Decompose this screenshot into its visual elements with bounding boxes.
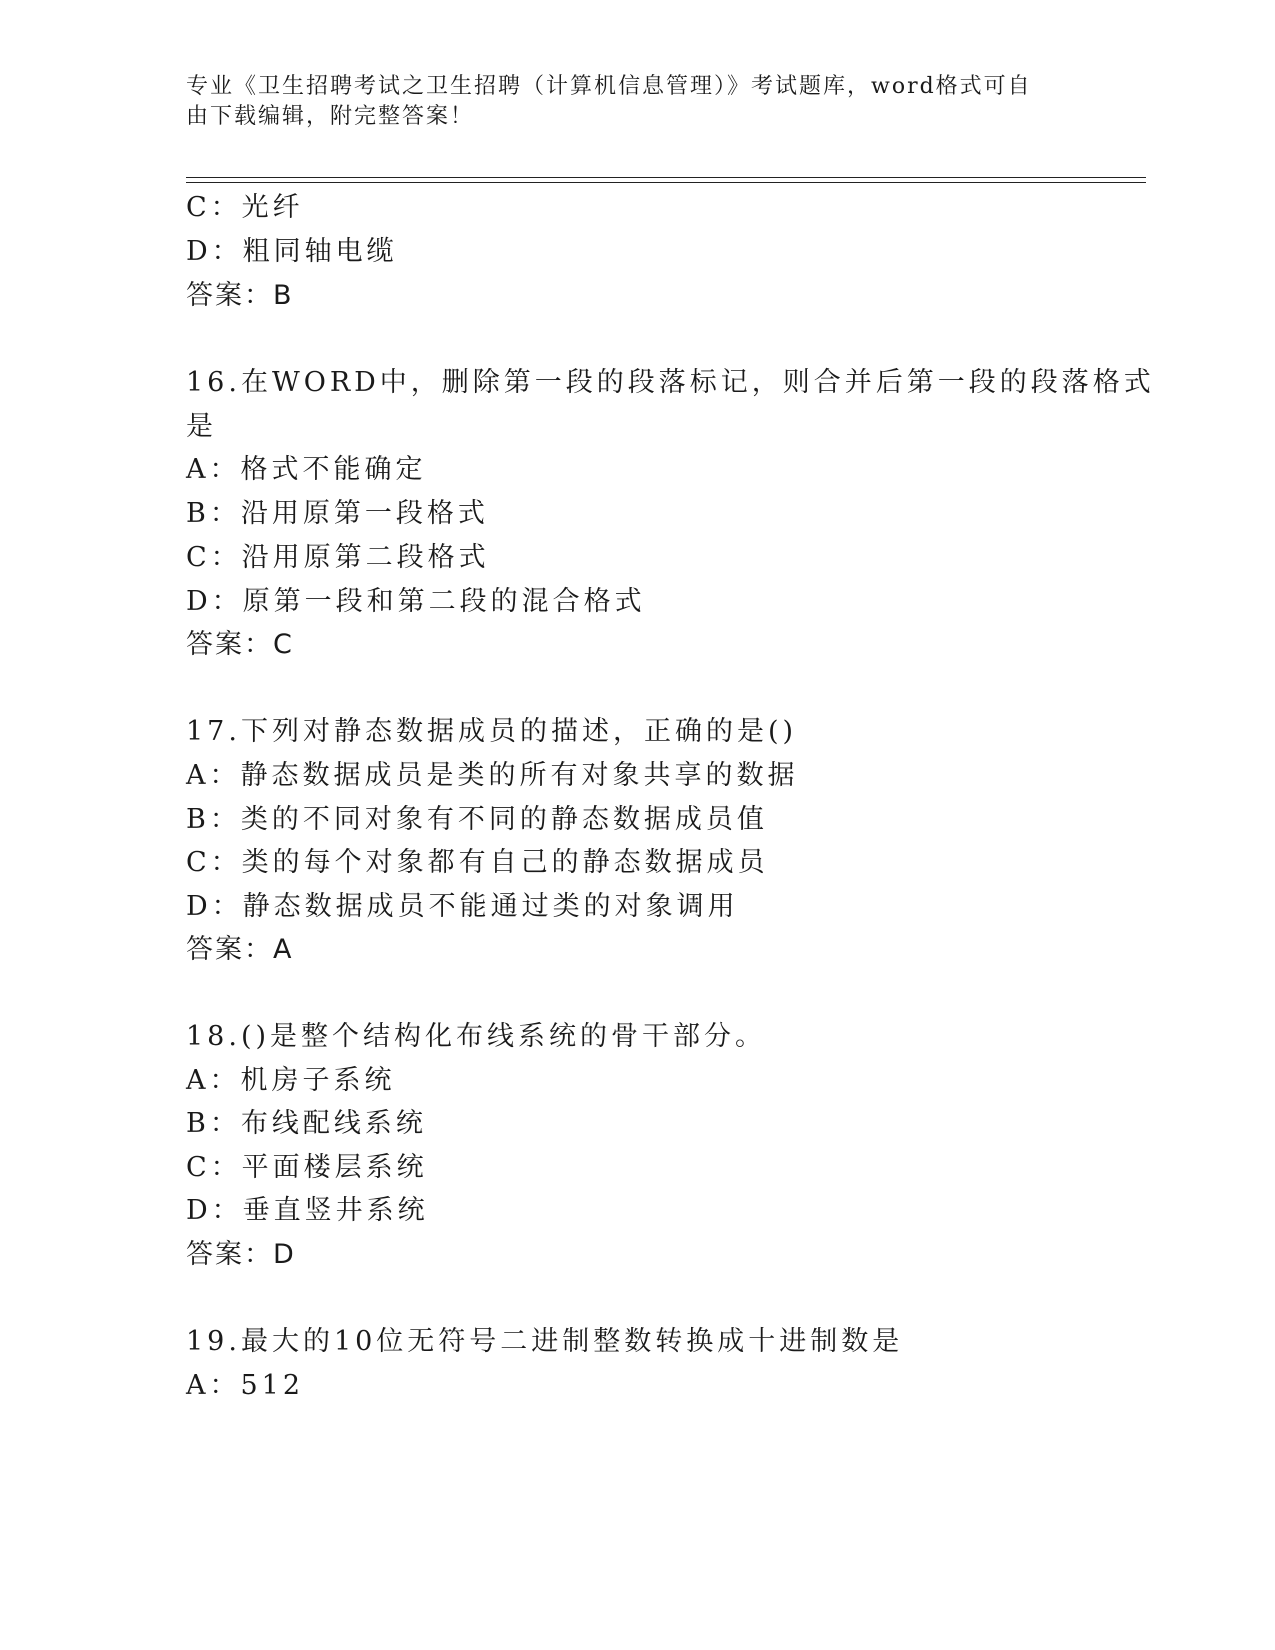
question-18-option-b: B：布线配线系统 <box>186 1108 427 1139</box>
question-16-answer: 答案：C <box>186 629 294 660</box>
question-19-option-a: A：512 <box>186 1370 305 1401</box>
question-16-option-b: B：沿用原第一段格式 <box>186 498 489 529</box>
question-18-answer: 答案：D <box>186 1239 296 1270</box>
question-17-option-b: B：类的不同对象有不同的静态数据成员值 <box>186 804 768 835</box>
document-header <box>186 72 1066 132</box>
question-17-option-d: D：静态数据成员不能通过类的对象调用 <box>186 891 739 922</box>
question-18-option-c: C：平面楼层系统 <box>186 1152 428 1183</box>
question-17-option-c: C：类的每个对象都有自己的静态数据成员 <box>186 847 769 878</box>
header-divider-top <box>186 177 1146 178</box>
question-16-option-d: D：原第一段和第二段的混合格式 <box>186 586 646 617</box>
question-19: 19.最大的10位无符号二进制整数转换成十进制数是 <box>186 1326 904 1357</box>
question-17: 17.下列对静态数据成员的描述，正确的是() <box>186 716 798 747</box>
question-18-option-a: A：机房子系统 <box>186 1065 396 1096</box>
question-17-answer: 答案：A <box>186 934 294 965</box>
question-18: 18.()是整个结构化布线系统的骨干部分。 <box>186 1021 767 1052</box>
header-line-1: 专业《卫生招聘考试之卫生招聘（计算机信息管理）》考试题库，word格式可自 <box>186 74 1032 99</box>
question-17-option-a: A：静态数据成员是类的所有对象共享的数据 <box>186 760 799 791</box>
option-d-line: D：粗同轴电缆 <box>186 236 398 267</box>
option-c-line: C：光纤 <box>186 192 304 223</box>
header-divider-bottom <box>186 182 1146 183</box>
question-16-option-a: A：格式不能确定 <box>186 454 427 485</box>
question-16-continued: 是 <box>186 411 217 442</box>
question-16-option-c: C：沿用原第二段格式 <box>186 542 490 573</box>
question-18-option-d: D：垂直竖井系统 <box>186 1195 429 1226</box>
header-line-2: 由下载编辑，附完整答案！ <box>186 104 475 129</box>
answer-line: 答案：B <box>186 280 294 311</box>
question-16: 16.在WORD中，删除第一段的段落标记，则合并后第一段的段落格式 <box>186 367 1155 398</box>
